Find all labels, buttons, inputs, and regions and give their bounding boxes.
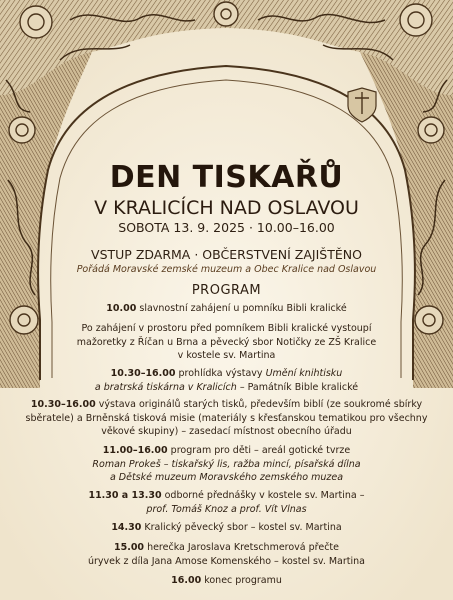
program-item [10, 322, 443, 363]
program-text: program pro děti – areál gotické tvrze [167, 445, 351, 456]
program-item [10, 444, 443, 485]
program-text: konec programu [201, 575, 282, 586]
program-text: Roman Prokeš – tiskařský lis, ražba mincí, písařská dílna [92, 458, 361, 470]
program-item [10, 302, 443, 316]
program-item [10, 541, 443, 568]
program-item [10, 574, 443, 588]
program-text: – Památník Bible kralické [236, 381, 359, 393]
program-time: 15.00 [113, 542, 145, 553]
program-text: věkové skupiny) – zasedací místnost obecního úřadu [101, 426, 352, 437]
program-text: prof. Tomáš Knoz a prof. Vít Vlnas [146, 503, 307, 515]
program-text: a Dětské muzeum Moravského zemského muzea [109, 472, 344, 483]
program-text: Po zahájení v prostoru před pomníkem Bibli kralické vystoupí [81, 323, 372, 334]
program-time: 10.30–16.00 [30, 399, 96, 410]
organizer-line: Pořádá Moravské zemské muzeum a Obec Kralice nad Oslavou [76, 264, 377, 275]
poster-subtitle: V KRALICÍCH NAD OSLAVOU [94, 197, 359, 219]
program-item [10, 367, 443, 394]
program-text: úryvek z díla Jana Amose Komenského – kostel sv. Martina [88, 555, 365, 567]
program-text: sběratele) a Brněnská tisková misie (materiály s křesťanskou tematikou pro všechny [25, 412, 428, 424]
poster-title: DEN TISKAŘŮ [109, 160, 344, 195]
program-heading: PROGRAM [191, 283, 262, 298]
program-text: herečka Jaroslava Kretschmerová přečte [144, 542, 340, 553]
program-text: v kostele sv. Martina [177, 350, 276, 361]
exhibition-title: Umění knihtisku [265, 368, 343, 379]
program-item [10, 521, 443, 535]
program-time: 11.00–16.00 [102, 445, 168, 456]
program-time: 16.00 [171, 575, 202, 586]
date-line: SOBOTA 13. 9. 2025 · 10.00–16.00 [118, 220, 335, 235]
program-item [10, 489, 443, 516]
program-text: výstava originálů starých tisků, především biblí (ze soukromé sbírky [95, 399, 423, 410]
program-text: mažoretky z Říčan u Brna a pěvecký sbor Notičky ze ZŠ Kralice [76, 336, 377, 348]
program-time: 14.30 [111, 522, 142, 533]
program-time: 11.30 a 13.30 [88, 490, 162, 501]
program-text: slavnostní zahájení u pomníku Bibli kralické [136, 303, 347, 314]
exhibition-title: a bratrská tiskárna v Kralicích [94, 381, 237, 393]
program-text: Kralický pěvecký sbor – kostel sv. Martina [141, 522, 342, 533]
program-time: 10.00 [106, 303, 137, 314]
program-text: odborné přednášky v kostele sv. Martina – [161, 490, 365, 501]
program-item [10, 398, 443, 439]
program-text: prohlídka výstavy [175, 368, 266, 379]
program-time: 10.30–16.00 [110, 368, 176, 379]
entry-line: VSTUP ZDARMA · OBČERSTVENÍ ZAJIŠTĚNO [91, 247, 362, 262]
